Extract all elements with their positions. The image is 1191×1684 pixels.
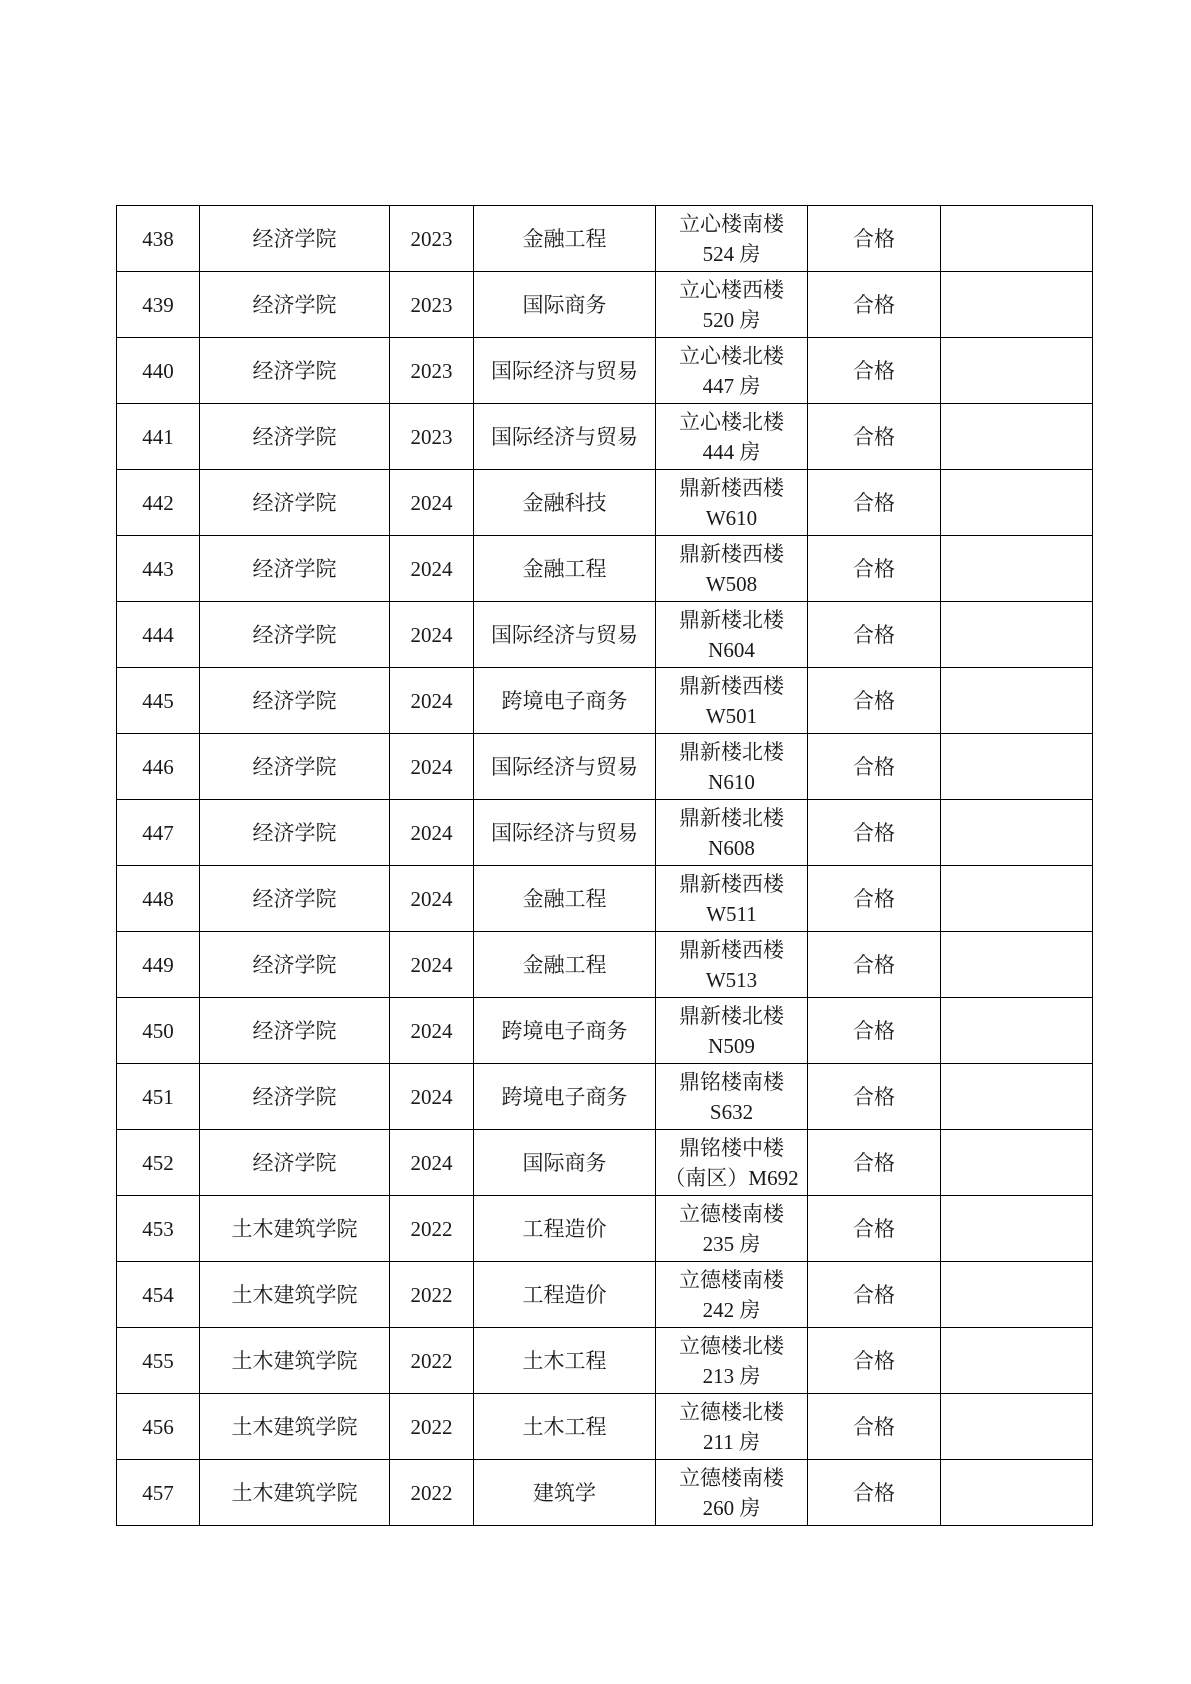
location-line-2: 444 房 (702, 439, 761, 464)
location-line-1: 立心楼南楼 (679, 211, 784, 236)
cell-status: 合格 (808, 536, 941, 602)
location-line-2: （南区）M692 (664, 1165, 799, 1190)
cell-college: 经济学院 (200, 800, 390, 866)
location-line-2: W508 (705, 571, 758, 596)
cell-status: 合格 (808, 404, 941, 470)
cell-college: 经济学院 (200, 602, 390, 668)
cell-major: 国际经济与贸易 (474, 338, 656, 404)
location-line-1: 立德楼南楼 (679, 1201, 784, 1226)
cell-location (656, 206, 808, 272)
cell-major: 金融工程 (474, 866, 656, 932)
cell-college: 经济学院 (200, 866, 390, 932)
cell-year: 2024 (390, 1130, 474, 1196)
cell-number: 440 (117, 338, 200, 404)
results-table (116, 205, 1093, 1526)
cell-year: 2024 (390, 800, 474, 866)
cell-college: 经济学院 (200, 932, 390, 998)
cell-status: 合格 (808, 998, 941, 1064)
cell-note (941, 800, 1093, 866)
location-line-2: 242 房 (702, 1297, 761, 1322)
table-row (117, 206, 1093, 272)
cell-number: 453 (117, 1196, 200, 1262)
location-line-1: 鼎铭楼南楼 (679, 1069, 784, 1094)
cell-college: 经济学院 (200, 536, 390, 602)
cell-number: 448 (117, 866, 200, 932)
cell-location (656, 470, 808, 536)
cell-college: 经济学院 (200, 998, 390, 1064)
cell-note (941, 1196, 1093, 1262)
location-line-2: 520 房 (702, 307, 761, 332)
cell-note (941, 338, 1093, 404)
cell-status: 合格 (808, 932, 941, 998)
cell-major: 工程造价 (474, 1262, 656, 1328)
cell-college: 土木建筑学院 (200, 1262, 390, 1328)
location-line-2: 260 房 (702, 1495, 761, 1520)
cell-note (941, 866, 1093, 932)
cell-year: 2023 (390, 272, 474, 338)
cell-status: 合格 (808, 1196, 941, 1262)
cell-year: 2022 (390, 1196, 474, 1262)
location-line-1: 鼎新楼西楼 (679, 475, 784, 500)
cell-major: 工程造价 (474, 1196, 656, 1262)
cell-year: 2023 (390, 404, 474, 470)
cell-year: 2022 (390, 1328, 474, 1394)
cell-note (941, 1460, 1093, 1526)
cell-college: 经济学院 (200, 404, 390, 470)
cell-location (656, 404, 808, 470)
cell-major: 国际经济与贸易 (474, 602, 656, 668)
table-row (117, 1196, 1093, 1262)
table-row (117, 734, 1093, 800)
location-line-2: W610 (705, 505, 758, 530)
cell-location (656, 800, 808, 866)
cell-note (941, 404, 1093, 470)
table-row (117, 404, 1093, 470)
location-line-1: 鼎新楼北楼 (679, 1003, 784, 1028)
location-line-1: 立心楼北楼 (679, 409, 784, 434)
location-line-1: 鼎新楼西楼 (679, 673, 784, 698)
cell-year: 2024 (390, 1064, 474, 1130)
cell-number: 455 (117, 1328, 200, 1394)
location-line-2: W501 (705, 703, 758, 728)
cell-status: 合格 (808, 602, 941, 668)
cell-number: 446 (117, 734, 200, 800)
location-line-2: W511 (706, 901, 757, 926)
cell-major: 国际商务 (474, 272, 656, 338)
cell-status: 合格 (808, 1130, 941, 1196)
cell-year: 2024 (390, 668, 474, 734)
location-line-2: 235 房 (702, 1231, 761, 1256)
cell-location (656, 1328, 808, 1394)
cell-note (941, 470, 1093, 536)
cell-status: 合格 (808, 1262, 941, 1328)
cell-status: 合格 (808, 1460, 941, 1526)
cell-number: 454 (117, 1262, 200, 1328)
location-line-2: 213 房 (702, 1363, 761, 1388)
location-line-2: N610 (708, 769, 755, 794)
location-line-1: 鼎新楼西楼 (679, 871, 784, 896)
cell-location (656, 602, 808, 668)
cell-year: 2024 (390, 866, 474, 932)
table-row (117, 932, 1093, 998)
location-line-2: N608 (708, 835, 755, 860)
table-row (117, 1460, 1093, 1526)
cell-status: 合格 (808, 866, 941, 932)
location-line-1: 鼎铭楼中楼 (679, 1135, 784, 1160)
cell-note (941, 1328, 1093, 1394)
cell-location (656, 338, 808, 404)
cell-year: 2023 (390, 206, 474, 272)
cell-location (656, 1394, 808, 1460)
cell-location (656, 734, 808, 800)
cell-location (656, 1460, 808, 1526)
table-row (117, 1130, 1093, 1196)
cell-status: 合格 (808, 800, 941, 866)
cell-location (656, 1262, 808, 1328)
cell-status: 合格 (808, 470, 941, 536)
cell-year: 2024 (390, 932, 474, 998)
table-row (117, 1394, 1093, 1460)
cell-status: 合格 (808, 1328, 941, 1394)
cell-major: 跨境电子商务 (474, 668, 656, 734)
table-row (117, 536, 1093, 602)
cell-note (941, 668, 1093, 734)
location-line-1: 鼎新楼西楼 (679, 541, 784, 566)
cell-year: 2022 (390, 1262, 474, 1328)
location-line-1: 鼎新楼北楼 (679, 607, 784, 632)
cell-year: 2022 (390, 1460, 474, 1526)
location-line-1: 立德楼南楼 (679, 1465, 784, 1490)
cell-year: 2024 (390, 734, 474, 800)
location-line-2: N509 (708, 1033, 755, 1058)
cell-college: 经济学院 (200, 338, 390, 404)
cell-note (941, 206, 1093, 272)
cell-year: 2023 (390, 338, 474, 404)
cell-note (941, 272, 1093, 338)
cell-location (656, 866, 808, 932)
cell-major: 跨境电子商务 (474, 998, 656, 1064)
table-row (117, 602, 1093, 668)
cell-year: 2024 (390, 470, 474, 536)
location-line-2: N604 (708, 637, 755, 662)
cell-location (656, 668, 808, 734)
cell-major: 金融工程 (474, 206, 656, 272)
cell-major: 国际商务 (474, 1130, 656, 1196)
table-row (117, 1064, 1093, 1130)
cell-major: 金融科技 (474, 470, 656, 536)
cell-status: 合格 (808, 206, 941, 272)
cell-year: 2024 (390, 602, 474, 668)
cell-year: 2024 (390, 536, 474, 602)
table-row (117, 998, 1093, 1064)
cell-college: 经济学院 (200, 206, 390, 272)
cell-note (941, 602, 1093, 668)
cell-major: 金融工程 (474, 536, 656, 602)
table-row (117, 470, 1093, 536)
cell-location (656, 998, 808, 1064)
cell-number: 457 (117, 1460, 200, 1526)
cell-college: 土木建筑学院 (200, 1328, 390, 1394)
cell-status: 合格 (808, 1064, 941, 1130)
cell-note (941, 932, 1093, 998)
cell-number: 452 (117, 1130, 200, 1196)
cell-number: 449 (117, 932, 200, 998)
location-line-2: 211 房 (703, 1429, 760, 1454)
cell-number: 438 (117, 206, 200, 272)
cell-number: 441 (117, 404, 200, 470)
cell-college: 经济学院 (200, 734, 390, 800)
location-line-1: 鼎新楼西楼 (679, 937, 784, 962)
cell-status: 合格 (808, 1394, 941, 1460)
location-line-1: 立心楼西楼 (679, 277, 784, 302)
cell-number: 442 (117, 470, 200, 536)
location-line-1: 立德楼南楼 (679, 1267, 784, 1292)
cell-college: 经济学院 (200, 1130, 390, 1196)
cell-number: 444 (117, 602, 200, 668)
cell-note (941, 1262, 1093, 1328)
location-line-2: S632 (709, 1099, 754, 1124)
cell-number: 447 (117, 800, 200, 866)
cell-status: 合格 (808, 338, 941, 404)
cell-note (941, 998, 1093, 1064)
cell-year: 2024 (390, 998, 474, 1064)
cell-note (941, 1064, 1093, 1130)
cell-number: 445 (117, 668, 200, 734)
cell-major: 金融工程 (474, 932, 656, 998)
location-line-1: 立心楼北楼 (679, 343, 784, 368)
cell-status: 合格 (808, 272, 941, 338)
cell-major: 土木工程 (474, 1394, 656, 1460)
cell-number: 450 (117, 998, 200, 1064)
cell-location (656, 536, 808, 602)
table-row (117, 668, 1093, 734)
cell-location (656, 1196, 808, 1262)
location-line-1: 鼎新楼北楼 (679, 805, 784, 830)
cell-major: 跨境电子商务 (474, 1064, 656, 1130)
cell-college: 土木建筑学院 (200, 1394, 390, 1460)
cell-location (656, 1064, 808, 1130)
table-row (117, 800, 1093, 866)
cell-status: 合格 (808, 734, 941, 800)
cell-college: 土木建筑学院 (200, 1196, 390, 1262)
cell-major: 建筑学 (474, 1460, 656, 1526)
table-row (117, 338, 1093, 404)
cell-number: 443 (117, 536, 200, 602)
cell-college: 土木建筑学院 (200, 1460, 390, 1526)
cell-location (656, 272, 808, 338)
cell-location (656, 932, 808, 998)
cell-note (941, 536, 1093, 602)
table-row (117, 1328, 1093, 1394)
cell-year: 2022 (390, 1394, 474, 1460)
cell-note (941, 1394, 1093, 1460)
table-body (117, 206, 1093, 1526)
cell-college: 经济学院 (200, 668, 390, 734)
table-row (117, 1262, 1093, 1328)
location-line-2: W513 (705, 967, 758, 992)
cell-number: 456 (117, 1394, 200, 1460)
cell-major: 国际经济与贸易 (474, 404, 656, 470)
location-line-1: 立德楼北楼 (679, 1333, 784, 1358)
cell-number: 451 (117, 1064, 200, 1130)
location-line-2: 447 房 (702, 373, 761, 398)
cell-major: 国际经济与贸易 (474, 800, 656, 866)
cell-location (656, 1130, 808, 1196)
cell-note (941, 1130, 1093, 1196)
location-line-1: 鼎新楼北楼 (679, 739, 784, 764)
cell-note (941, 734, 1093, 800)
table-row (117, 866, 1093, 932)
cell-number: 439 (117, 272, 200, 338)
cell-college: 经济学院 (200, 470, 390, 536)
cell-major: 国际经济与贸易 (474, 734, 656, 800)
cell-college: 经济学院 (200, 272, 390, 338)
cell-college: 经济学院 (200, 1064, 390, 1130)
cell-status: 合格 (808, 668, 941, 734)
cell-major: 土木工程 (474, 1328, 656, 1394)
location-line-2: 524 房 (702, 241, 761, 266)
location-line-1: 立德楼北楼 (679, 1399, 784, 1424)
table-row (117, 272, 1093, 338)
